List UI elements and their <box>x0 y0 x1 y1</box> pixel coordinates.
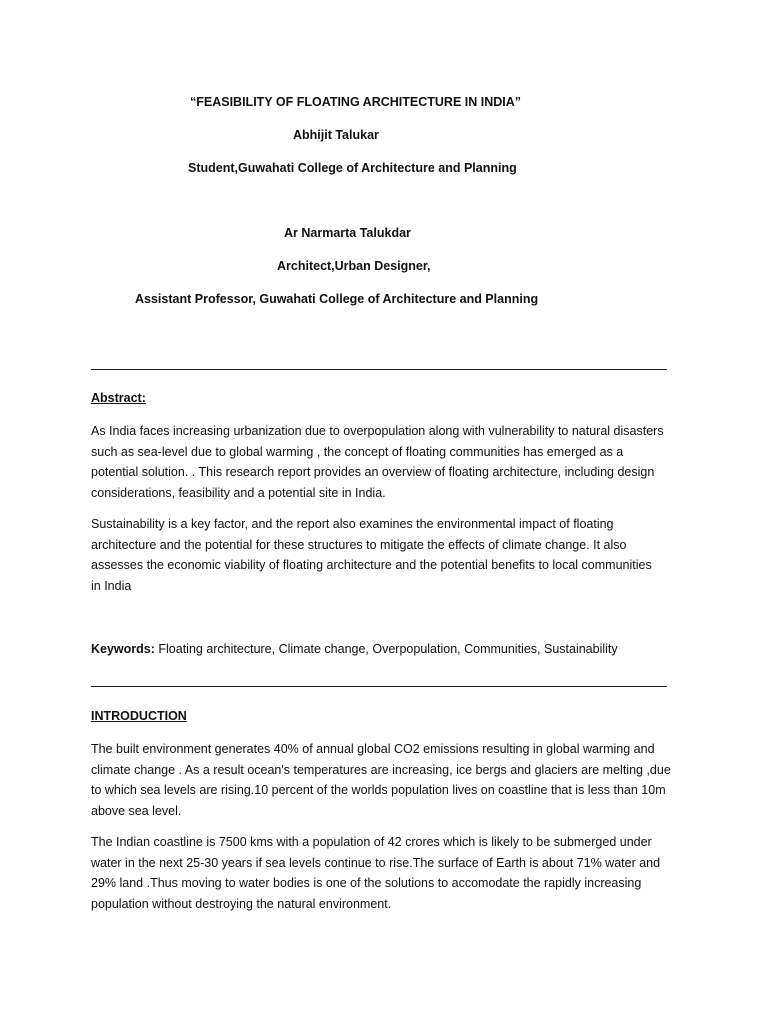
author-1-affiliation: Student,Guwahati College of Architecture and Planning <box>188 161 517 175</box>
text-line: 29% land .Thus moving to water bodies is one of the solutions to accomodate the rapidly increasing <box>91 876 642 890</box>
text-line: to which sea levels are rising.10 percent of the worlds population lives on coastline that is less than 10m <box>91 783 666 797</box>
text-line: climate change . As a result ocean's temperatures are increasing, ice bergs and glaciers are melting ,due <box>91 762 671 777</box>
introduction-paragraph-1 <box>91 739 681 821</box>
text-line: Sustainability is a key factor, and the report also examines the environmental impact of floating <box>91 517 614 531</box>
abstract-paragraph-2 <box>91 514 681 596</box>
keywords-line <box>91 641 618 657</box>
abstract-heading: Abstract: <box>91 391 146 405</box>
text-line: assesses the economic viability of floating architecture and the potential benefits to local communities <box>91 558 652 572</box>
author-1-name: Abhijit Talukar <box>293 128 379 142</box>
keywords-text: Floating architecture, Climate change, Overpopulation, Communities, Sustainability <box>154 642 618 656</box>
text-line: potential solution. . This research report provides an overview of floating architecture, including design <box>91 465 655 479</box>
author-2-role: Architect,Urban Designer, <box>277 259 431 273</box>
text-line: above sea level. <box>91 803 182 818</box>
keywords-label: Keywords: <box>91 642 155 656</box>
text-line: As India faces increasing urbanization due to overpopulation along with vulnerability to natural disasters <box>91 424 664 438</box>
text-line: architecture and the potential for these structures to mitigate the effects of climate change. It also <box>91 537 627 552</box>
text-line: The built environment generates 40% of annual global CO2 emissions resulting in global warming and <box>91 742 655 756</box>
text-line: The Indian coastline is 7500 kms with a population of 42 crores which is likely to be submerged under <box>91 835 652 849</box>
separator-rule <box>91 369 667 370</box>
text-line: such as sea-level due to global warming , the concept of floating communities has emerged as a <box>91 444 624 459</box>
author-2-name: Ar Narmarta Talukdar <box>284 226 411 240</box>
text-line: in India <box>91 578 132 593</box>
text-line: water in the next 25-30 years if sea levels continue to rise.The surface of Earth is about 71% water and <box>91 855 661 870</box>
paper-title: “FEASIBILITY OF FLOATING ARCHITECTURE IN INDIA” <box>190 95 522 109</box>
introduction-heading: INTRODUCTION <box>91 709 187 723</box>
separator-rule <box>91 686 667 687</box>
text-line: considerations, feasibility and a potential site in India. <box>91 485 386 500</box>
author-2-affiliation: Assistant Professor, Guwahati College of Architecture and Planning <box>135 292 539 306</box>
text-line: population without destroying the natural environment. <box>91 896 392 911</box>
abstract-paragraph-1 <box>91 421 681 503</box>
introduction-paragraph-2 <box>91 832 681 914</box>
